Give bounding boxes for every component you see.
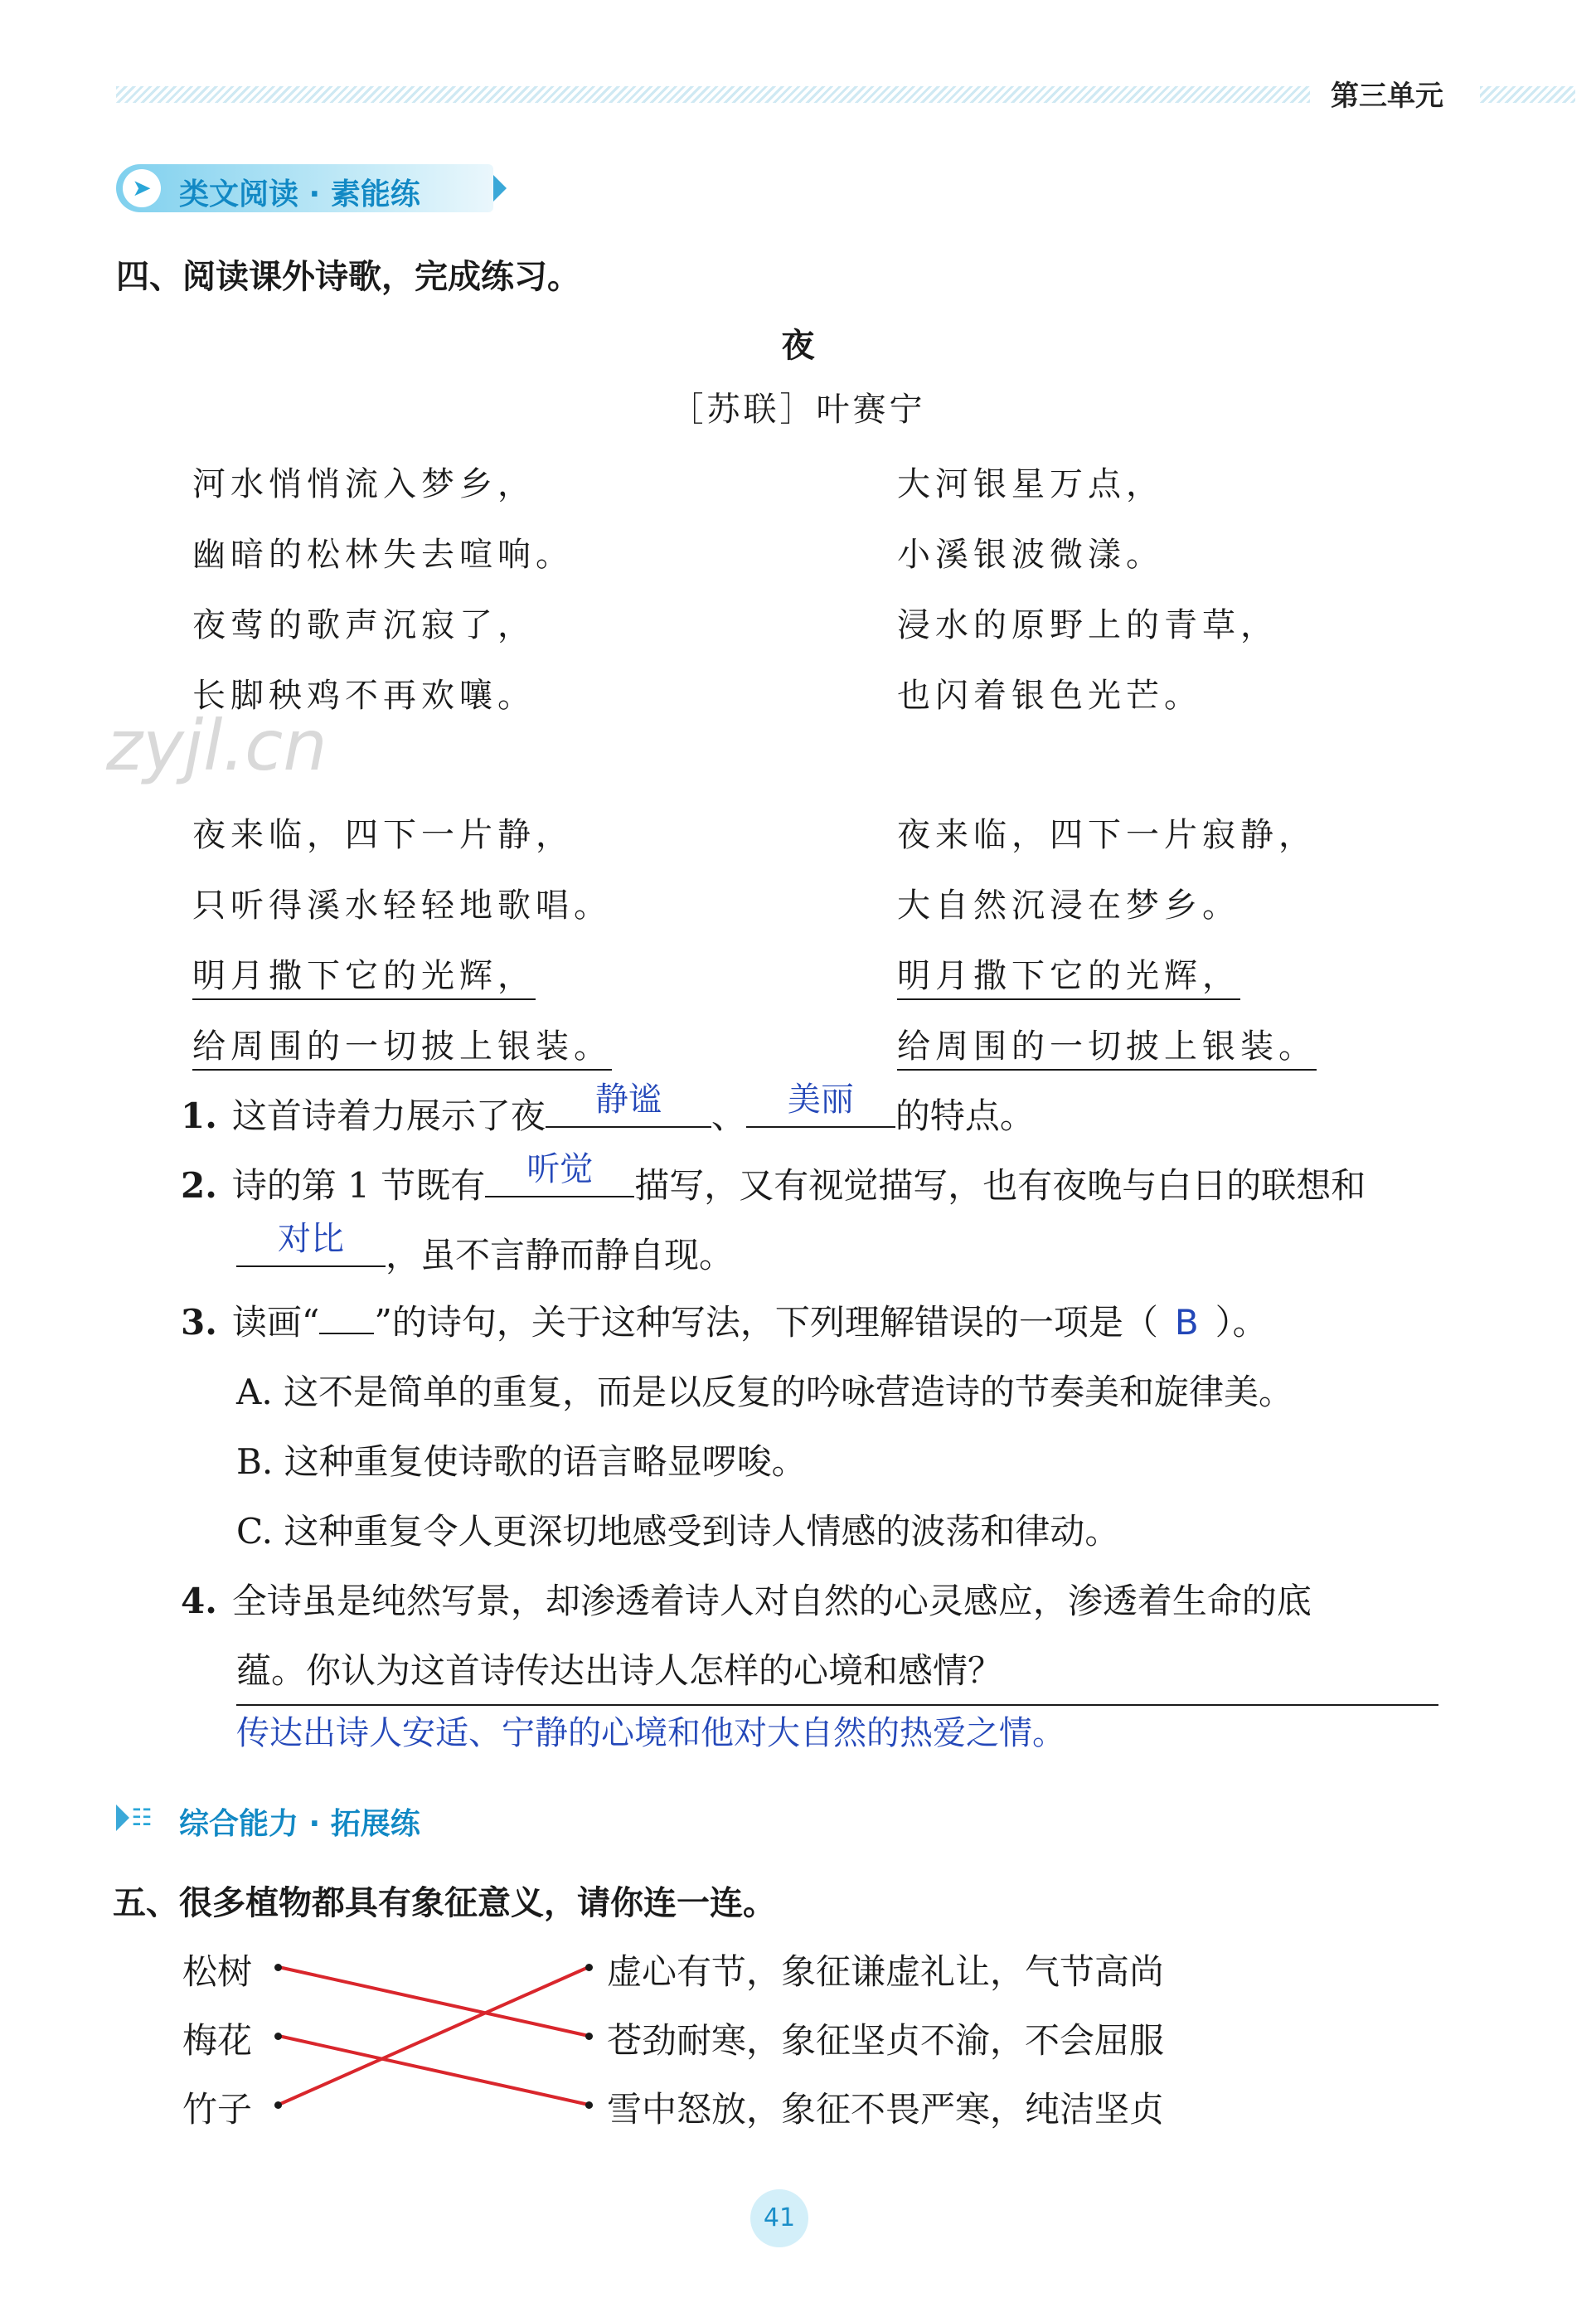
poem-line: 夜来临，四下一片静，	[192, 816, 574, 854]
match-dot	[274, 2033, 282, 2040]
question-1: 1. 这首诗着力展示了夜 静谧 、 美丽 的特点。	[181, 1086, 1035, 1139]
paper-plane-icon: ➤	[123, 169, 161, 207]
option-c: C. 这种重复令人更深切地感受到诗人情感的波荡和律动。	[236, 1511, 1120, 1552]
ladder-icon: ☷	[123, 1799, 161, 1837]
answer-text: 美丽	[787, 1081, 854, 1119]
question-heading-five: 五、很多植物都具有象征意义，请你连一连。	[113, 1884, 776, 1922]
meaning-modest: 虚心有节，象征谦虚礼让，气节高尚	[607, 1951, 1165, 1992]
poem-title: 夜	[781, 327, 815, 365]
match-dot	[585, 2101, 593, 2109]
choice-answer: B	[1174, 1302, 1199, 1343]
match-line-pine	[279, 1967, 589, 2036]
plant-bamboo: 竹子	[182, 2089, 253, 2130]
page-number: 41	[750, 2189, 808, 2247]
poem-line: 夜莺的歌声沉寂了，	[192, 606, 536, 644]
match-line-plum	[279, 2036, 589, 2105]
option-b: B. 这种重复使诗歌的语言略显啰唆。	[236, 1441, 807, 1482]
option-a: A. 这不是简单的重复，而是以反复的吟咏营造诗的节奏美和旋律美。	[236, 1372, 1294, 1412]
question-number: 1.	[181, 1095, 217, 1136]
watermark: zyjl.cn	[106, 705, 327, 786]
poem-author: ［苏联］叶赛宁	[670, 391, 926, 429]
poem-line: 长脚秧鸡不再欢嚷。	[192, 677, 536, 715]
match-dot	[585, 1964, 593, 1971]
question-3: 3. 读画“ ”的诗句，关于这种写法，下列理解错误的一项是（ B ）。	[181, 1295, 1268, 1345]
question-number: 2.	[181, 1165, 217, 1206]
match-line-bamboo	[279, 1967, 589, 2105]
match-dot	[585, 2033, 593, 2040]
poem-line: 只听得溪水轻轻地歌唱。	[192, 886, 612, 925]
question-heading-four: 四、阅读课外诗歌，完成练习。	[116, 258, 580, 296]
poem-line-underlined: 给周围的一切披上银装。	[192, 1020, 612, 1071]
match-dot	[274, 1964, 282, 1971]
banner-label: 类文阅读 · 素能练	[179, 177, 420, 211]
poem-line: 浸水的原野上的青草，	[897, 606, 1278, 644]
poem-line-underlined: 给周围的一切披上银装。	[897, 1020, 1317, 1071]
unit-title: 第三单元	[1331, 80, 1443, 113]
question-2: 2. 诗的第 1 节既有 听觉 描写，又有视觉描写，也有夜晚与白日的联想和	[181, 1156, 1366, 1208]
poem-line: 也闪着银色光芒。	[897, 677, 1202, 715]
question-2-continued: 对比 ，虽不言静而静自现。	[236, 1226, 734, 1278]
plant-pine: 松树	[182, 1951, 253, 1992]
poem-line: 大自然沉浸在梦乡。	[897, 886, 1240, 925]
poem-line: 河水悄悄流入梦乡，	[192, 465, 536, 503]
answer-text: 听觉	[526, 1150, 594, 1188]
answer-text: 静谧	[594, 1081, 662, 1119]
question-4: 4. 全诗虽是纯然写景，却渗透着诗人对自然的心灵感应，渗透着生命的底	[181, 1581, 1312, 1621]
poem-line: 小溪银波微漾。	[897, 536, 1164, 574]
question-number: 3.	[181, 1302, 217, 1343]
answer-text: 传达出诗人安适、宁静的心境和他对大自然的热爱之情。	[236, 1714, 1065, 1752]
plant-plum: 梅花	[182, 2020, 253, 2061]
meaning-pure: 雪中怒放，象征不畏严寒，纯洁坚贞	[607, 2089, 1165, 2130]
answer-text: 对比	[278, 1220, 344, 1258]
question-4-continued: 蕴。你认为这首诗传达出诗人怎样的心境和感情？	[236, 1650, 1003, 1691]
banner-label: 综合能力 · 拓展练	[179, 1807, 420, 1841]
poem-line-underlined: 明月撒下它的光辉，	[897, 950, 1240, 1000]
poem-line: 夜来临，四下一片寂静，	[897, 816, 1317, 854]
match-dot	[274, 2101, 282, 2109]
question-number: 4.	[181, 1581, 217, 1621]
meaning-steadfast: 苍劲耐寒，象征坚贞不渝，不会屈服	[607, 2020, 1165, 2061]
poem-line: 幽暗的松林失去喧响。	[192, 536, 574, 574]
poem-line: 大河银星万点，	[897, 465, 1164, 503]
poem-line-underlined: 明月撒下它的光辉，	[192, 950, 536, 1000]
